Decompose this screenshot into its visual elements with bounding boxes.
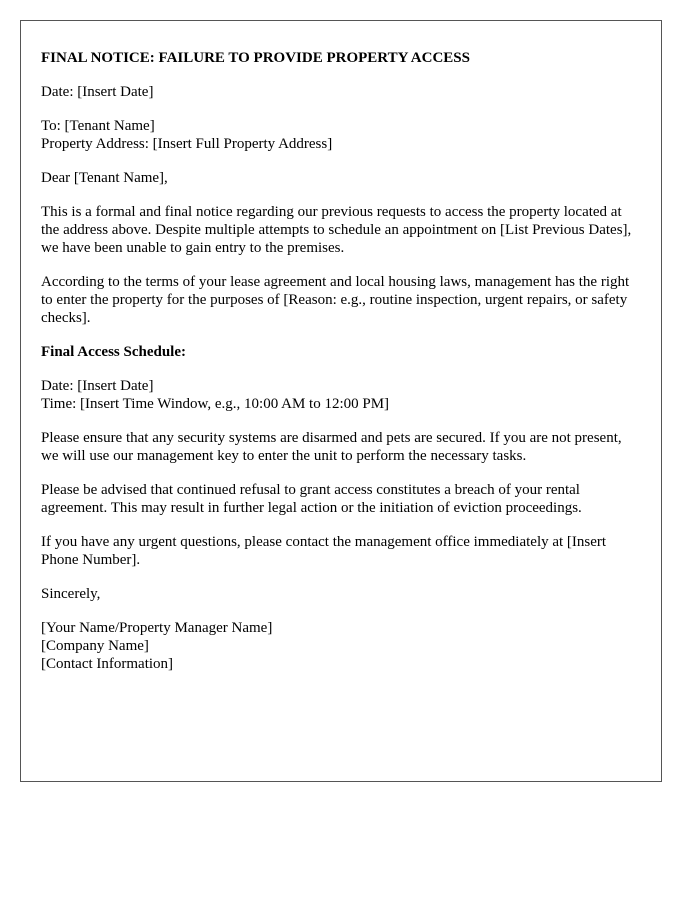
salutation: Dear [Tenant Name],: [41, 170, 168, 186]
letter-title: FINAL NOTICE: FAILURE TO PROVIDE PROPERTY ACCESS: [41, 50, 470, 66]
paragraph-4: Please be advised that continued refusal to grant access constitutes a breach of your rental agreement. This may result in further legal action or the initiation of eviction proceedings.: [41, 482, 582, 516]
closing: Sincerely,: [41, 586, 101, 602]
signature-company: [Company Name]: [41, 638, 149, 654]
paragraph-2: According to the terms of your lease agreement and local housing laws, management has the right to enter the property for the purposes of [Reason: e.g., routine inspection, urgent repairs, or safety checks].: [41, 274, 630, 326]
paragraph-1: This is a formal and final notice regarding our previous requests to access the property located at the address above. Despite multiple attempts to schedule an appointment on [List Previous Dates], we have been unable to gain entry to the premises.: [41, 204, 632, 256]
property-address: Property Address: [Insert Full Property Address]: [41, 136, 333, 152]
schedule-heading: Final Access Schedule:: [41, 344, 186, 360]
letter-page: [20, 20, 662, 782]
signature-contact: [Contact Information]: [41, 656, 174, 672]
signature-block: [41, 619, 641, 673]
paragraph-5: If you have any urgent questions, please contact the management office immediately at [Insert Phone Number].: [41, 534, 607, 568]
schedule-time: Time: [Insert Time Window, e.g., 10:00 AM to 12:00 PM]: [41, 396, 390, 412]
signature-name: [Your Name/Property Manager Name]: [41, 620, 273, 636]
schedule-date: Date: [Insert Date]: [41, 378, 154, 394]
recipient-block: [41, 117, 641, 153]
schedule-block: [41, 377, 641, 413]
letter-date: Date: [Insert Date]: [41, 84, 154, 100]
recipient: To: [Tenant Name]: [41, 118, 155, 134]
paragraph-3: Please ensure that any security systems are disarmed and pets are secured. If you are not present, we will use our management key to enter the unit to perform the necessary tasks.: [41, 430, 622, 464]
